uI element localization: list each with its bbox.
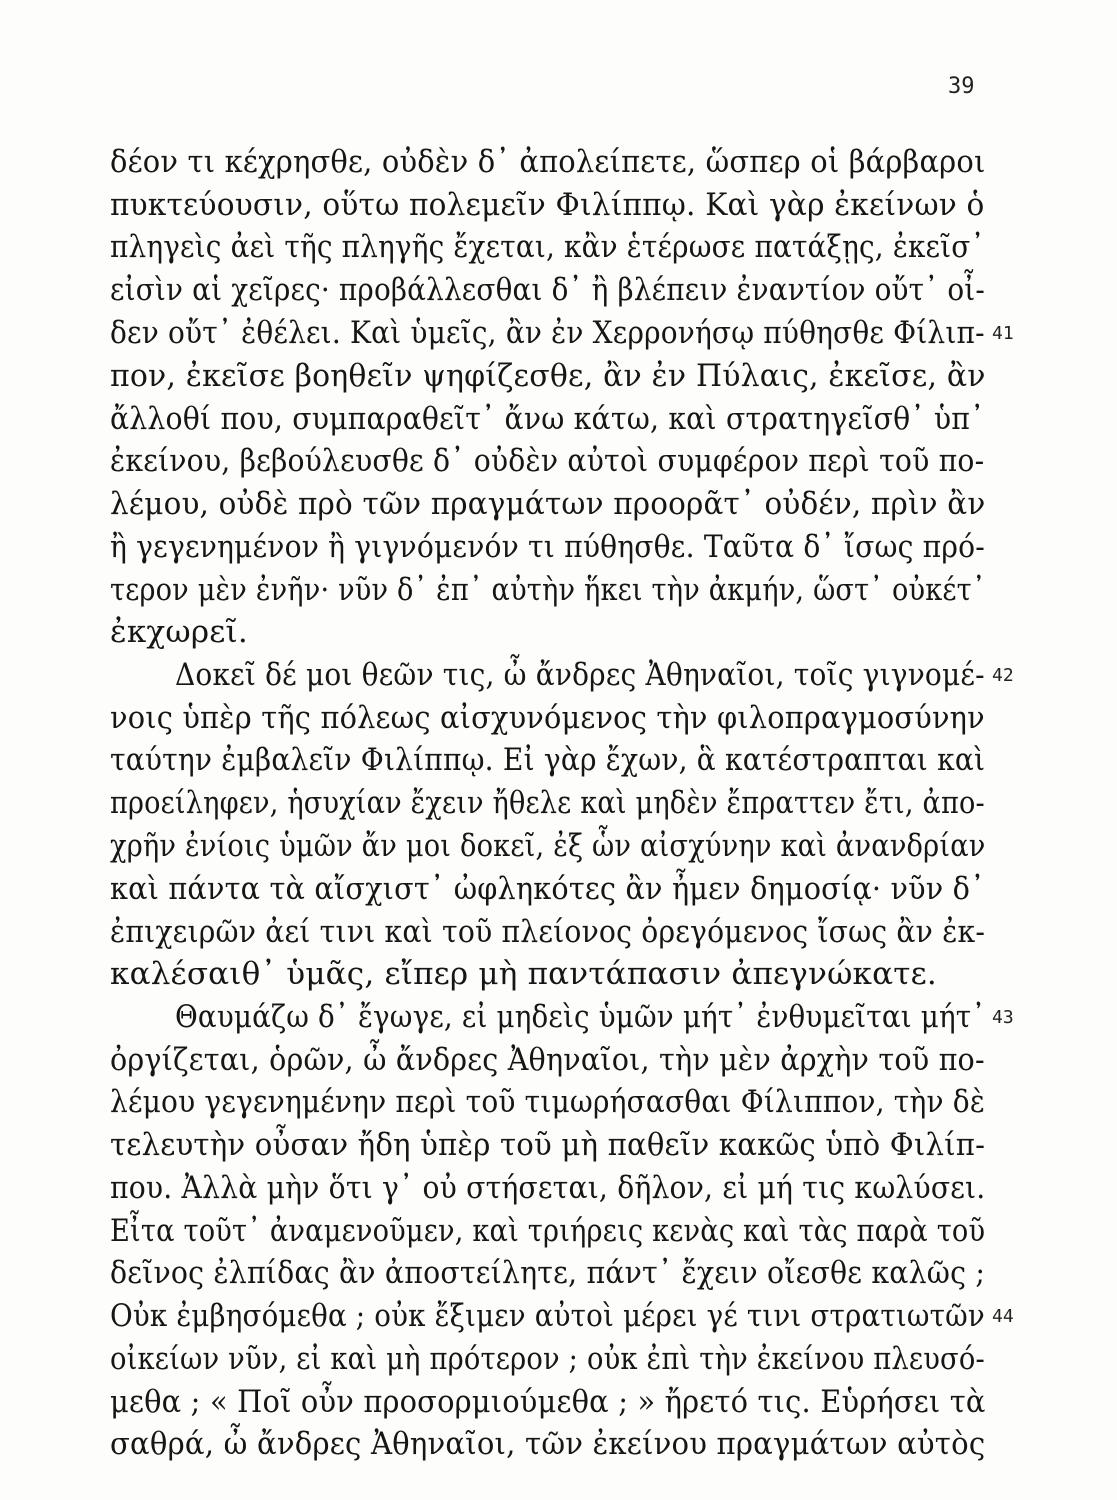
- section-number: 41: [992, 323, 1014, 344]
- text-line: εἰσὶν αἱ χεῖρες· προβάλλεσθαι δ᾽ ἢ βλέπειν ἐναντίον οὔτ᾽ οἶ-: [110, 272, 985, 308]
- text-line: οἰκείων νῦν, εἰ καὶ μὴ πρότερον ; οὐκ ἐπὶ τὴν ἐκείνου πλευσό-: [110, 1341, 985, 1377]
- text-line: λέμου, οὐδὲ πρὸ τῶν πραγμάτων προορᾶτ᾽ οὐδέν, πρὶν ἂν: [110, 486, 986, 522]
- text-line: καλέσαιθ᾽ ὑμᾶς, εἴπερ μὴ παντάπασιν ἀπεγνώκατε.: [110, 956, 937, 992]
- text-line: Εἶτα τοῦτ᾽ ἀναμενοῦμεν, καὶ τριήρεις κενὰς καὶ τὰς παρὰ τοῦ: [110, 1213, 986, 1249]
- text-line: Δοκεῖ δέ μοι θεῶν τις, ὦ ἄνδρες Ἀθηναῖοι, τοῖς γιγνομέ-: [175, 657, 985, 693]
- text-line: Οὐκ ἐμβησόμεθα ; οὐκ ἔξιμεν αὐτοὶ μέρει γέ τινι στρατιωτῶν: [110, 1298, 985, 1334]
- section-number: 42: [992, 665, 1014, 686]
- text-line: ἢ γεγενημένον ἢ γιγνόμενόν τι πύθησθε. Ταῦτα δ᾽ ἴσως πρό-: [110, 529, 985, 565]
- text-line: σαθρά, ὦ ἄνδρες Ἀθηναῖοι, τῶν ἐκείνου πραγμάτων αὐτὸς: [110, 1426, 986, 1462]
- text-line: δέον τι κέχρησθε, οὐδὲν δ᾽ ἀπολείπετε, ὥσπερ οἱ βάρβαροι: [110, 144, 986, 180]
- text-line: που. Ἀλλὰ μὴν ὅτι γ᾽ οὐ στήσεται, δῆλον, εἰ μή τις κωλύσει.: [110, 1170, 986, 1206]
- text-line: Θαυμάζω δ᾽ ἔγωγε, εἰ μηδεὶς ὑμῶν μήτ᾽ ἐνθυμεῖται μήτ᾽: [175, 999, 986, 1035]
- text-line: χρῆν ἐνίοις ὑμῶν ἄν μοι δοκεῖ, ἐξ ὧν αἰσχύνην καὶ ἀνανδρίαν: [110, 828, 986, 864]
- section-number: 43: [992, 1007, 1014, 1028]
- page-number: 39: [948, 74, 975, 99]
- text-line: καὶ πάντα τὰ αἴσχιστ᾽ ὠφληκότες ἂν ἦμεν δημοσίᾳ· νῦν δ᾽: [110, 871, 985, 907]
- section-number: 44: [992, 1306, 1014, 1327]
- text-line: προείληφεν, ἡσυχίαν ἔχειν ἤθελε καὶ μηδὲν ἔπραττεν ἔτι, ἀπο-: [110, 785, 985, 821]
- text-line: ἄλλοθί που, συμπαραθεῖτ᾽ ἄνω κάτω, καὶ στρατηγεῖσθ᾽ ὑπ᾽: [110, 401, 985, 437]
- text-line: πληγεὶς ἀεὶ τῆς πληγῆς ἔχεται, κἂν ἑτέρωσε πατάξῃς, ἐκεῖσ᾽: [110, 229, 985, 265]
- text-line: δεν οὔτ᾽ ἐθέλει. Καὶ ὑμεῖς, ἂν ἐν Χερρονήσῳ πύθησθε Φίλιπ-: [110, 315, 985, 351]
- text-line: τερον μὲν ἐνῆν· νῦν δ᾽ ἐπ᾽ αὐτὴν ἥκει τὴν ἀκμήν, ὥστ᾽ οὐκέτ᾽: [110, 572, 986, 608]
- text-line: λέμου γεγενημένην περὶ τοῦ τιμωρήσασθαι Φίλιππον, τὴν δὲ: [110, 1084, 986, 1120]
- text-line: πον, ἐκεῖσε βοηθεῖν ψηφίζεσθε, ἂν ἐν Πύλαις, ἐκεῖσε, ἂν: [110, 358, 986, 394]
- text-line: ἐπιχειρῶν ἀεί τινι καὶ τοῦ πλείονος ὀρεγόμενος ἴσως ἂν ἐκ-: [110, 914, 986, 950]
- text-line: δεῖνος ἐλπίδας ἂν ἀποστείλητε, πάντ᾽ ἔχειν οἴεσθε καλῶς ;: [110, 1255, 986, 1291]
- text-line: ταύτην ἐμβαλεῖν Φιλίππῳ. Εἰ γὰρ ἔχων, ἃ κατέστραπται καὶ: [110, 742, 986, 778]
- text-line: μεθα ; « Ποῖ οὖν προσορμιούμεθα ; » ἤρετό τις. Εὑρήσει τὰ: [110, 1384, 986, 1420]
- text-line: τελευτὴν οὖσαν ἤδη ὑπὲρ τοῦ μὴ παθεῖν κακῶς ὑπὸ Φιλίπ-: [110, 1127, 986, 1163]
- text-line: ἐκχωρεῖ.: [110, 614, 248, 650]
- text-line: ὀργίζεται, ὁρῶν, ὦ ἄνδρες Ἀθηναῖοι, τὴν μὲν ἀρχὴν τοῦ πο-: [110, 1042, 985, 1078]
- text-line: ἐκείνου, βεβούλευσθε δ᾽ οὐδὲν αὐτοὶ συμφέρον περὶ τοῦ πο-: [110, 443, 985, 479]
- text-line: νοις ὑπὲρ τῆς πόλεως αἰσχυνόμενος τὴν φιλοπραγμοσύνην: [110, 700, 985, 736]
- text-line: πυκτεύουσιν, οὕτω πολεμεῖν Φιλίππῳ. Καὶ γὰρ ἐκείνων ὁ: [110, 187, 985, 223]
